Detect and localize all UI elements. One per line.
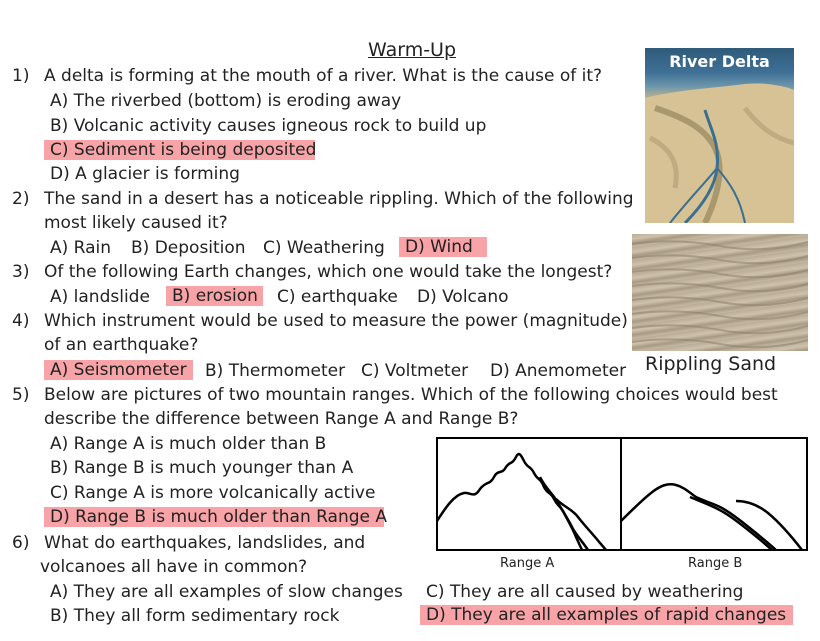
q2-number: 2): [12, 189, 30, 209]
q1-option-c-answer: C) Sediment is being deposited: [44, 140, 315, 160]
q6-option-d-answer: D) They are all examples of rapid changes: [420, 605, 793, 625]
q6-option-b: B) They all form sedimentary rock: [50, 606, 340, 626]
q2-option-a: A) Rain: [50, 238, 112, 258]
q2-text-line2: most likely caused it?: [44, 213, 228, 233]
range-b-label: Range B: [688, 556, 743, 571]
q3-number: 3): [12, 262, 30, 282]
q6-option-a: A) They are all examples of slow changes: [50, 582, 403, 602]
q4-text-line1: Which instrument would be used to measure the power (magnitude): [44, 311, 628, 331]
q1-number: 1): [12, 66, 30, 86]
q1-option-b: B) Volcanic activity causes igneous rock to build up: [50, 116, 487, 136]
q6-text-line2: volcanoes all have in common?: [40, 557, 308, 577]
rippling-sand-image: [632, 234, 808, 351]
q1-option-a: A) The riverbed (bottom) is eroding away: [50, 91, 402, 111]
q2-option-d-answer: D) Wind: [399, 237, 487, 257]
q5-option-d-answer: D) Range B is much older than Range A: [44, 507, 384, 527]
q2-option-c: C) Weathering: [263, 238, 385, 258]
river-delta-image: [645, 48, 794, 223]
river-delta-illustration: [645, 48, 794, 223]
range-a-label: Range A: [500, 556, 555, 571]
q4-text-line2: of an earthquake?: [44, 335, 199, 355]
q4-option-b: B) Thermometer: [205, 361, 346, 381]
q6-text-line1: What do earthquakes, landslides, and: [44, 533, 366, 553]
q5-option-a: A) Range A is much older than B: [50, 434, 327, 454]
q5-number: 5): [12, 385, 30, 405]
q6-number: 6): [12, 533, 30, 553]
q3-option-d: D) Volcano: [417, 287, 509, 307]
q4-option-c: C) Voltmeter: [361, 361, 469, 381]
river-delta-label: River Delta: [669, 52, 770, 71]
q3-option-a: A) landslide: [50, 287, 150, 307]
q3-option-b-answer: B) erosion: [166, 286, 263, 306]
page-title: Warm-Up: [368, 39, 457, 61]
q5-option-b: B) Range B is much younger than A: [50, 458, 354, 478]
q3-option-c: C) earthquake: [277, 287, 398, 307]
sand-ripples-illustration: [632, 234, 808, 351]
q3-text: Of the following Earth changes, which one would take the longest?: [44, 262, 613, 282]
q4-option-d: D) Anemometer: [490, 361, 627, 381]
q4-number: 4): [12, 311, 30, 331]
rippling-sand-label: Rippling Sand: [645, 353, 777, 375]
q5-text-line2: describe the difference between Range A and Range B?: [44, 409, 519, 429]
q1-text: A delta is forming at the mouth of a river. What is the cause of it?: [44, 66, 603, 86]
q1-option-d: D) A glacier is forming: [50, 164, 240, 184]
q4-option-a-answer: A) Seismometer: [44, 360, 193, 380]
q2-text-line1: The sand in a desert has a noticeable rippling. Which of the following: [44, 189, 634, 209]
q6-option-c: C) They are all caused by weathering: [426, 582, 744, 602]
mountain-ranges-figure: [436, 437, 808, 551]
q5-text-line1: Below are pictures of two mountain ranges. Which of the following choices would best: [44, 385, 778, 405]
q5-option-c: C) Range A is more volcanically active: [50, 483, 376, 503]
q2-option-b: B) Deposition: [131, 238, 246, 258]
